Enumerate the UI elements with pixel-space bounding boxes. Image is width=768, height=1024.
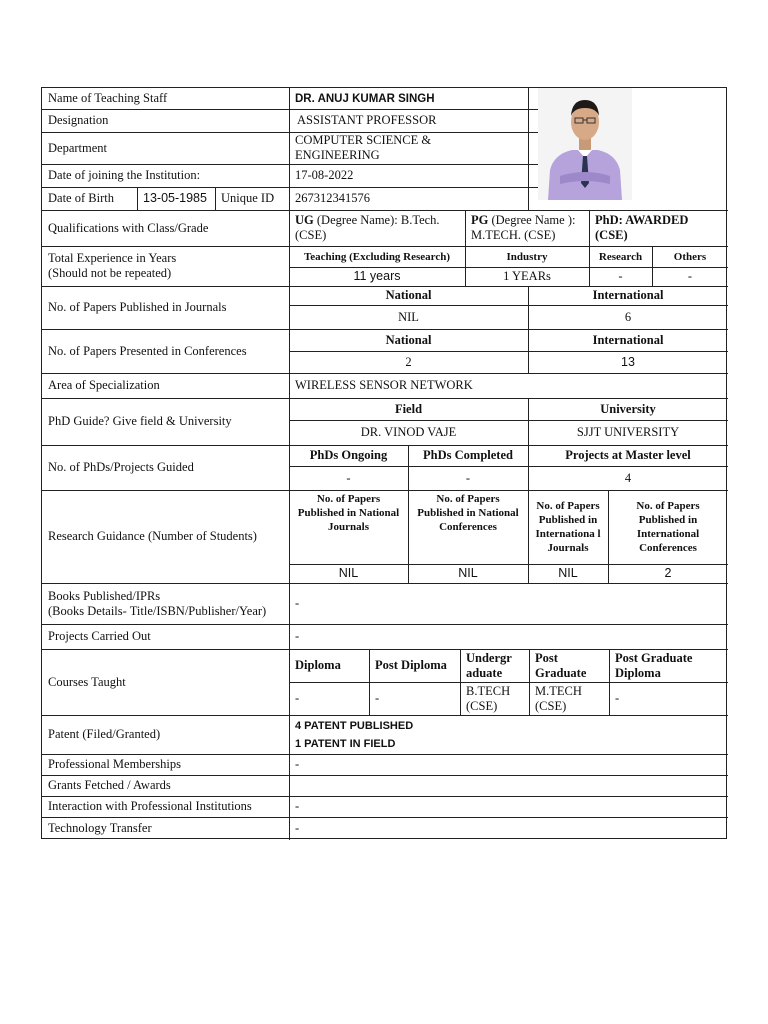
label-memberships: Professional Memberships <box>48 757 181 771</box>
exp-research-head: Research <box>598 250 643 263</box>
label-books <box>42 583 289 624</box>
phds-completed-head: PhDs Completed <box>423 448 513 462</box>
value-interaction: - <box>295 799 300 813</box>
value-doj: 17-08-2022 <box>295 168 354 182</box>
rg-nat-journals: NIL <box>338 566 359 580</box>
label-unique-id: Unique ID <box>221 191 275 205</box>
guide-field: DR. VINOD VAJE <box>360 425 457 439</box>
value-department: COMPUTER SCIENCE & ENGINEERING <box>295 133 432 162</box>
rg-int-journals-head: No. of Papers Published in Internationa l Journals <box>535 500 601 554</box>
guide-field-head: Field <box>394 401 423 416</box>
value-designation: ASSISTANT PROFESSOR <box>297 113 437 127</box>
value-dob: 13-05-1985 <box>143 191 207 205</box>
label-grants: Grants Fetched / Awards <box>48 778 171 792</box>
exp-teaching-head: Teaching (Excluding Research) <box>303 250 451 263</box>
conf-international-head: International <box>592 332 664 347</box>
exp-research: - <box>618 269 623 283</box>
phds-completed: - <box>465 470 471 485</box>
journals-national-head: National <box>385 288 432 302</box>
value-specialization: WIRELESS SENSOR NETWORK <box>295 378 473 392</box>
value-pg <box>465 210 589 246</box>
pg-label: PG <box>471 213 489 227</box>
course-post-diploma: - <box>375 691 380 705</box>
guide-university-head: University <box>600 401 656 416</box>
value-tech-transfer: - <box>295 820 300 835</box>
label-books-1: Books Published/IPRs <box>48 588 161 603</box>
exp-teaching: 11 years <box>353 269 401 283</box>
rg-nat-conf: NIL <box>458 566 478 580</box>
label-books-2: (Books Details- Title/ISBN/Publisher/Year) <box>48 603 267 618</box>
course-pg-diploma-head: Post Graduate Diploma <box>615 650 693 680</box>
value-memberships: - <box>295 757 300 771</box>
label-department: Department <box>48 140 108 155</box>
course-pg-head: Post Graduate <box>535 650 587 680</box>
course-pg-diploma: - <box>615 691 620 705</box>
person-photo-icon <box>538 88 632 200</box>
ug-text: (Degree Name): B.Tech. (CSE) <box>295 213 440 242</box>
projects-master-head: Projects at Master level <box>565 448 691 462</box>
course-pg: M.TECH (CSE) <box>535 683 582 713</box>
patent-line-2: 1 PATENT IN FIELD <box>295 737 396 750</box>
label-specialization: Area of Specialization <box>48 378 160 392</box>
rg-int-conf-head: No. of Papers Published in International Conferences <box>636 500 700 554</box>
label-phd-guide: PhD Guide? Give field & University <box>48 414 232 428</box>
rg-nat-conf-head: No. of Papers Published in National Conferences <box>417 493 519 533</box>
value-projects: - <box>295 629 300 643</box>
journals-international-head: International <box>592 288 664 302</box>
label-projects: Projects Carried Out <box>48 629 151 643</box>
conf-national-head: National <box>385 332 432 347</box>
label-tech-transfer: Technology Transfer <box>48 820 152 835</box>
rg-nat-journals-head: No. of Papers Published in National Journals <box>297 493 400 533</box>
value-patent <box>289 715 728 754</box>
value-ug <box>289 210 465 246</box>
label-name: Name of Teaching Staff <box>48 91 168 105</box>
course-ug: B.TECH (CSE) <box>466 683 511 713</box>
course-ug-head: Undergr aduate <box>466 650 512 680</box>
label-courses: Courses Taught <box>48 674 126 689</box>
course-post-diploma-head: Post Diploma <box>375 658 447 672</box>
label-designation: Designation <box>48 113 109 127</box>
label-experience-1: Total Experience in Years <box>48 251 177 265</box>
conf-international: 13 <box>621 354 635 369</box>
label-patent: Patent (Filed/Granted) <box>48 727 161 741</box>
rg-int-journals: NIL <box>558 566 578 580</box>
value-phd: PhD: AWARDED (CSE) <box>595 213 689 242</box>
pg-text: (Degree Name ): M.TECH. (CSE) <box>471 213 576 242</box>
phds-ongoing: - <box>346 470 351 485</box>
value-grants <box>289 775 728 796</box>
label-phds-guided: No. of PhDs/Projects Guided <box>48 460 194 474</box>
rg-int-conf: 2 <box>664 566 672 580</box>
value-books: - <box>295 596 300 610</box>
faculty-profile-table <box>41 87 727 839</box>
exp-industry-head: Industry <box>506 250 548 263</box>
label-journals: No. of Papers Published in Journals <box>48 300 227 314</box>
value-unique-id: 267312341576 <box>295 191 370 205</box>
journals-international: 6 <box>624 309 632 324</box>
guide-university: SJJT UNIVERSITY <box>576 425 680 439</box>
label-dob: Date of Birth <box>48 191 114 205</box>
staff-photo <box>538 88 632 200</box>
label-experience <box>42 246 289 286</box>
projects-master: 4 <box>624 470 632 485</box>
phds-ongoing-head: PhDs Ongoing <box>309 448 388 462</box>
patent-line-1: 4 PATENT PUBLISHED <box>295 719 414 732</box>
exp-others-head: Others <box>673 250 707 263</box>
value-name: DR. ANUJ KUMAR SINGH <box>295 92 435 105</box>
label-interaction: Interaction with Professional Institutions <box>48 799 252 813</box>
course-diploma: - <box>295 691 300 705</box>
course-diploma-head: Diploma <box>295 658 341 672</box>
label-experience-2: (Should not be repeated) <box>48 266 172 280</box>
conf-national: 2 <box>405 354 412 369</box>
exp-others: - <box>687 269 693 283</box>
label-research-guidance: Research Guidance (Number of Students) <box>48 529 257 543</box>
journals-national: NIL <box>398 309 419 324</box>
label-qualifications: Qualifications with Class/Grade <box>48 220 209 235</box>
ug-label: UG <box>295 213 314 227</box>
exp-industry: 1 YEARs <box>503 269 551 283</box>
label-doj: Date of joining the Institution: <box>48 168 201 182</box>
label-conferences: No. of Papers Presented in Conferences <box>48 343 247 358</box>
